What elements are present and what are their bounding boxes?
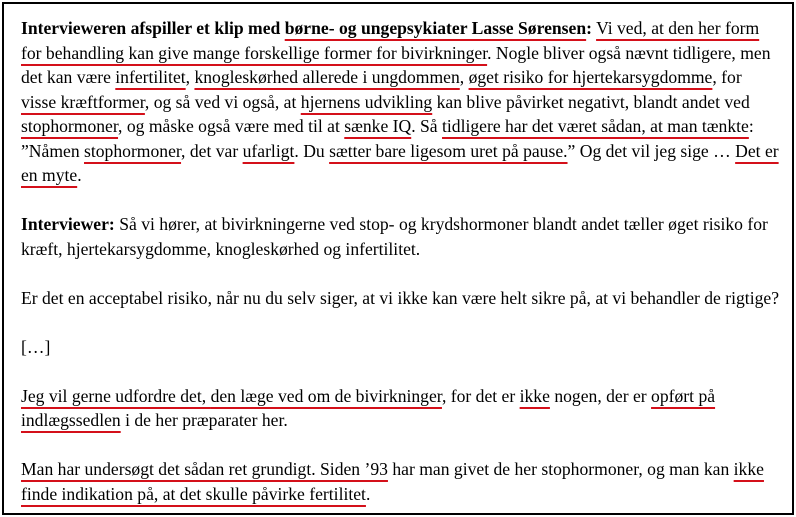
highlight-ikke: ikke bbox=[519, 385, 550, 406]
text-segment: , det var bbox=[181, 140, 243, 161]
text-segment: i de her præparater her. bbox=[120, 410, 288, 430]
paragraph-interviewer bbox=[21, 212, 781, 261]
paragraph-clip bbox=[21, 16, 781, 188]
highlight-stophormoner-2: stophormoner bbox=[84, 140, 182, 161]
highlight-infertilitet: infertilitet bbox=[115, 67, 186, 87]
text-segment: , og så ved vi også, at bbox=[144, 91, 301, 112]
highlight-hjernens-udvikling: hjernens udvikling bbox=[300, 91, 433, 112]
text-segment: nogen, der er bbox=[549, 385, 652, 406]
speaker-lead: Intervieweren afspiller et klip med bbox=[21, 18, 285, 38]
text-segment: , for bbox=[712, 67, 742, 87]
paragraph-research bbox=[21, 457, 781, 506]
highlight-laege: den læge ved om de bivirkninger bbox=[210, 385, 442, 406]
text-segment: , for det er bbox=[441, 385, 520, 406]
highlight-stophormoner: stophormoner bbox=[21, 116, 119, 136]
speaker-colon: : bbox=[586, 18, 592, 38]
document-frame bbox=[2, 2, 794, 515]
text-segment: har man givet de her stophormoner, og man kan bbox=[387, 459, 734, 479]
highlight-ufarligt: ufarligt bbox=[242, 140, 295, 161]
highlight-tidligere: tidligere har det været sådan, at man tænkte bbox=[442, 116, 749, 136]
text-segment: , bbox=[459, 67, 469, 87]
interviewer-text: Så vi hører, at bivirkningerne ved stop- og krydshormoner blandt andet tæller øget risiko for kræft, hjertekarsygdomme, knogleskørhed og infertilitet. bbox=[21, 214, 768, 259]
text-segment: . Så bbox=[411, 116, 443, 136]
highlight-indlaegssedlen: opført på indlægssedlen bbox=[21, 385, 716, 430]
highlight-knogleskorhed: knogleskørhed allerede i ungdommen bbox=[194, 67, 460, 87]
highlight-myte: Det er en myte bbox=[21, 140, 779, 185]
text-segment: kan blive påvirket negativt, blandt andet ved bbox=[432, 91, 750, 112]
text-segment: ” Og det vil jeg sige … bbox=[567, 140, 736, 161]
highlight-saenke-iq: sænke IQ bbox=[344, 116, 412, 136]
highlight-fertilitet: ikke finde indikation på, at det skulle påvirke fertilitet bbox=[21, 459, 764, 504]
text-segment: . bbox=[77, 165, 82, 185]
text-segment: , bbox=[185, 67, 195, 87]
transcript bbox=[21, 16, 781, 506]
highlight-udfordre: Jeg vil gerne udfordre det, bbox=[21, 385, 211, 406]
interviewer-label: Interviewer: bbox=[21, 214, 115, 234]
highlight-kraeftformer: visse kræftformer bbox=[21, 91, 145, 112]
text-segment: . Du bbox=[294, 140, 330, 161]
highlight-hjertekar: øget risiko for hjertekarsygdomme bbox=[468, 67, 713, 87]
speaker-intro bbox=[21, 18, 592, 38]
text-segment: . Nogle bliver også nævnt tidligere, men det kan være bbox=[21, 42, 771, 87]
text-segment: , og måske også være med til at bbox=[118, 116, 345, 136]
highlight-bivirkninger: Vi ved, at den her form for behandling kan give mange forskellige former for bivirkninger bbox=[21, 18, 760, 63]
paragraph-ellipsis: […] bbox=[21, 336, 51, 357]
text-segment: : ”Nåmen bbox=[21, 116, 754, 161]
highlight-uret-pa-pause: sætter bare ligesom uret på pause. bbox=[329, 140, 568, 161]
highlight-undersogt: Man har undersøgt det sådan ret grundigt. Siden ’93 bbox=[21, 459, 388, 479]
paragraph-challenge bbox=[21, 384, 781, 433]
speaker-role: børne- og ungepsykiater Lasse Sørensen bbox=[284, 18, 587, 38]
paragraph-question: Er det en acceptabel risiko, når nu du selv siger, at vi ikke kan være helt sikre på, at vi behandler de rigtige? bbox=[21, 287, 779, 308]
text-segment: . bbox=[365, 483, 371, 504]
